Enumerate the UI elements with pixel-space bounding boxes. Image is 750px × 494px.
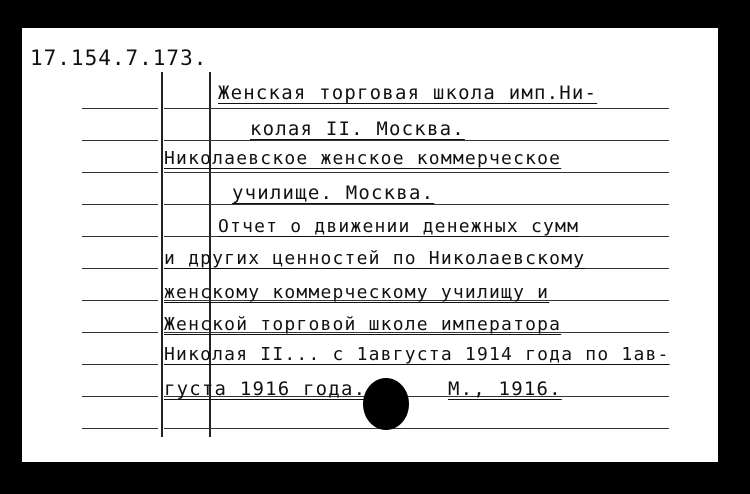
- ruled-line: [82, 364, 158, 365]
- card-line-11: М., 1916.: [448, 378, 562, 400]
- ruled-line: [82, 172, 158, 173]
- card-line-4: училище. Москва.: [232, 182, 435, 204]
- ruled-line: [164, 108, 669, 109]
- card-line-10: густа 1916 года.: [164, 378, 367, 400]
- card-line-9: Николая II... с 1августа 1914 года по 1ав-: [164, 344, 670, 365]
- ruled-line: [82, 268, 158, 269]
- ruled-line: [82, 396, 158, 397]
- ruled-line: [82, 204, 158, 205]
- ruled-line: [164, 140, 669, 141]
- ruled-line: [82, 108, 158, 109]
- ruled-line: [82, 428, 158, 429]
- card-line-6: и других ценностей по Николаевскому: [164, 248, 586, 269]
- ruled-line: [82, 300, 158, 301]
- call-number: 17.154.7.173.: [30, 46, 208, 70]
- card-line-5: Отчет о движении денежных сумм: [218, 216, 580, 237]
- card-line-1: Женская торговая школа имп.Ни-: [218, 82, 598, 104]
- margin-line-left: [161, 72, 163, 437]
- ruled-line: [164, 428, 669, 429]
- card-line-8: Женской торговой школе императора: [164, 314, 562, 335]
- card-line-7: женскому коммерческому училищу и: [164, 282, 550, 303]
- ruled-line: [82, 236, 158, 237]
- ruled-line: [164, 204, 669, 205]
- card-line-3: Николаевское женское коммерческое: [164, 148, 562, 169]
- ruled-line: [82, 140, 158, 141]
- card-line-2: колая II. Москва.: [250, 118, 465, 140]
- ruled-line: [164, 172, 669, 173]
- catalog-card: [22, 28, 718, 462]
- ink-blot: [363, 378, 409, 430]
- ruled-line: [82, 332, 158, 333]
